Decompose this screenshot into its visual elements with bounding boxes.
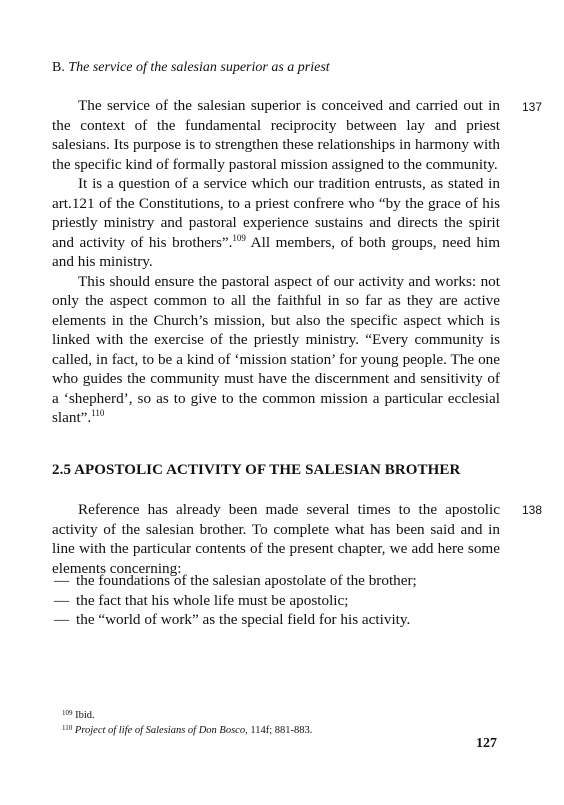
footnote: $^{109}$ Ibid.: [62, 709, 95, 721]
footnote-number: 110: [62, 724, 73, 732]
margin-number-137: 137: [522, 100, 543, 114]
dash: —: [54, 611, 70, 628]
subsection-title: The service of the salesian superior as a priest: [68, 60, 330, 75]
paragraph: The service of the salesian superior is conceived and carried out in the context of the fundamental reciprocity between lay and priest salesians. Its purpose is to strengthen these relationships in harmony with the specific kind of formally pastoral mission assigned to the community.: [52, 97, 500, 173]
footnotes: [62, 708, 312, 738]
section-b-body: [52, 96, 500, 428]
dash: —: [54, 591, 70, 609]
footnote: $^{110}$ Project of life of Salesians of Don Bosco, 114f; 881-883.: [62, 724, 313, 736]
list-item: — the “world of work” as the special field for his activity.: [54, 611, 411, 628]
margin-number-138: 138: [522, 503, 543, 517]
footnote-ref: 109: [232, 232, 246, 243]
dash-list: [52, 571, 512, 630]
subsection-heading: [52, 60, 330, 76]
paragraph: This should ensure the pastoral aspect of our activity and works: not only the aspect common to all the faithful in so far as they are active elements in the Church’s mission, but also the specific aspect which is linked with the exercise of the priestly ministry. “Every community is called, in fact, to be a kind of ‘mission station’ for young people. The one who guides the community must have the discernment and sensitivity of a ‘shepherd’, so as to give to the common mission a particular ecclesial slant”.$^{110}$: [52, 272, 500, 426]
section-2-5-body: [52, 500, 500, 578]
list-item: — the fact that his whole life must be apostolic;: [54, 591, 349, 609]
section-title: 2.5 APOSTOLIC ACTIVITY OF THE SALESIAN BROTHER: [52, 462, 461, 478]
paragraph: Reference has already been made several times to the apostolic activity of the salesian brother. To complete what has been said and in line with the particular contents of the present chapter, we add here some elements concerning:: [52, 501, 500, 577]
list-item: — the foundations of the salesian apostolate of the brother;: [54, 572, 417, 589]
subsection-letter: B.: [52, 60, 65, 75]
dash: —: [54, 572, 70, 589]
footnote-number: 109: [62, 709, 73, 717]
footnote-ref: 110: [91, 408, 105, 418]
paragraph: It is a question of a service which our tradition entrusts, as stated in art.121 of the Constitutions, to a priest confrere who “by the grace of his priestly ministry and pastoral experience sustains and directs the spirit and activity of his brothers”.$^{109}$ All members, of both groups, need him and his ministry.: [52, 175, 501, 270]
page-number: 127: [476, 736, 497, 751]
